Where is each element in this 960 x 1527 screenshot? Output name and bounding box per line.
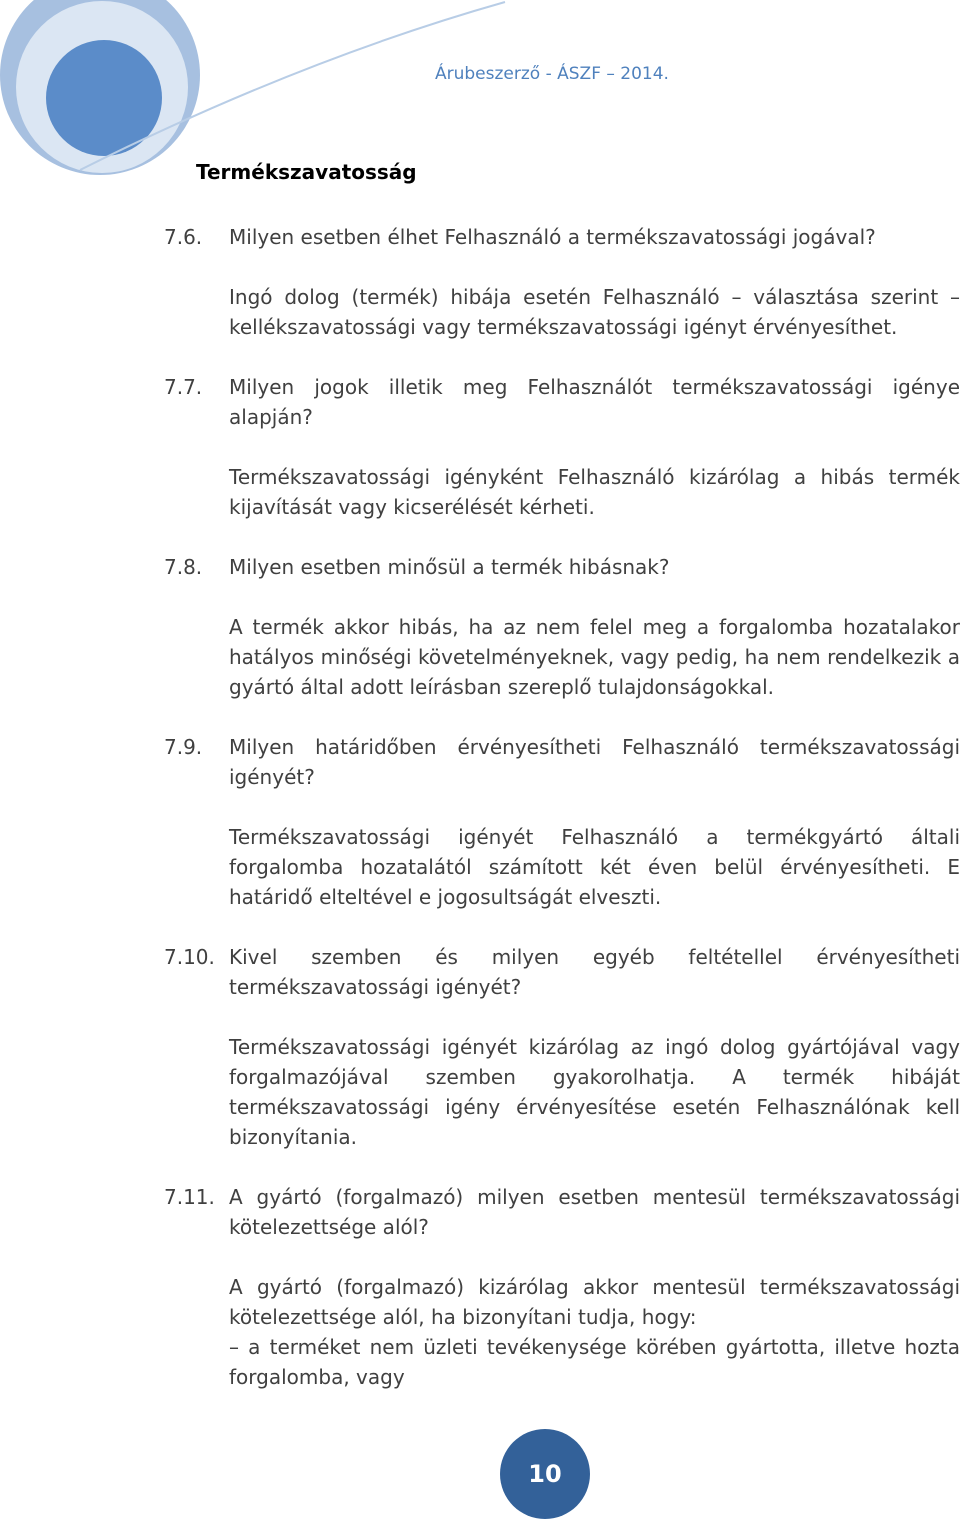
question-7-10 [164, 942, 960, 1002]
question-text: Milyen jogok illetik meg Felhasználót termékszavatossági igénye alapján? [229, 375, 960, 429]
answer-paragraph: Termékszavatossági igényét kizárólag az ingó dolog gyártójával vagy forgalmazójával szemben gyakorolhatja. A termék hibáját termékszavatossági igény érvényesítése esetén Felhasználónak kell bizonyítania. [229, 1035, 960, 1149]
answer-7-11 [229, 1272, 960, 1392]
faq-content [164, 222, 960, 1422]
answer-7-7 [229, 462, 960, 522]
answer-list-item: – a terméket nem üzleti tevékenysége körében gyártotta, illetve hozta forgalomba, vagy [229, 1335, 960, 1389]
question-number: 7.8. [164, 555, 203, 579]
document-header: Árubeszerző - ÁSZF – 2014. [435, 64, 669, 84]
question-number: 7.7. [164, 375, 203, 399]
answer-7-9 [229, 822, 960, 912]
answer-paragraph: Ingó dolog (termék) hibája esetén Felhasználó – választása szerint – kellékszavatossági vagy termékszavatossági igényt érvényesíthet. [229, 285, 960, 339]
question-text: Milyen esetben minősül a termék hibásnak? [229, 555, 670, 579]
question-number: 7.6. [164, 225, 203, 249]
question-7-7 [164, 372, 960, 432]
question-7-11 [164, 1182, 960, 1242]
question-text: Milyen határidőben érvényesítheti Felhasználó termékszavatossági igényét? [229, 735, 960, 789]
answer-7-8 [229, 612, 960, 702]
question-text: Kivel szemben és milyen egyéb feltétellel érvényesítheti termékszavatossági igényét? [229, 945, 960, 999]
answer-paragraph: A gyártó (forgalmazó) kizárólag akkor mentesül termékszavatossági kötelezettsége alól, ha bizonyítani tudja, hogy: [229, 1275, 960, 1329]
answer-7-6 [229, 282, 960, 342]
question-7-9 [164, 732, 960, 792]
question-number: 7.9. [164, 735, 203, 759]
question-7-8 [164, 552, 960, 582]
question-text: A gyártó (forgalmazó) milyen esetben mentesül termékszavatossági kötelezettsége alól? [229, 1185, 960, 1239]
answer-paragraph: Termékszavatossági igényét Felhasználó a termékgyártó általi forgalomba hozatalától számított két éven belül érvényesítheti. E határidő elteltével e jogosultságát elveszti. [229, 825, 960, 909]
question-7-6 [164, 222, 960, 252]
question-number: 7.10. [164, 945, 215, 969]
page-number-badge: 10 [500, 1429, 590, 1519]
answer-paragraph: Termékszavatossági igényként Felhasználó kizárólag a hibás termék kijavítását vagy kicserélését kérheti. [229, 465, 960, 519]
answer-paragraph: A termék akkor hibás, ha az nem felel meg a forgalomba hozatalakor hatályos minőségi követelményeknek, vagy pedig, ha nem rendelkezik a gyártó által adott leírásban szereplő tulajdonságokkal. [229, 615, 960, 699]
question-number: 7.11. [164, 1185, 215, 1209]
answer-7-10 [229, 1032, 960, 1152]
section-title: Termékszavatosság [196, 160, 417, 184]
question-text: Milyen esetben élhet Felhasználó a termékszavatossági jogával? [229, 225, 876, 249]
